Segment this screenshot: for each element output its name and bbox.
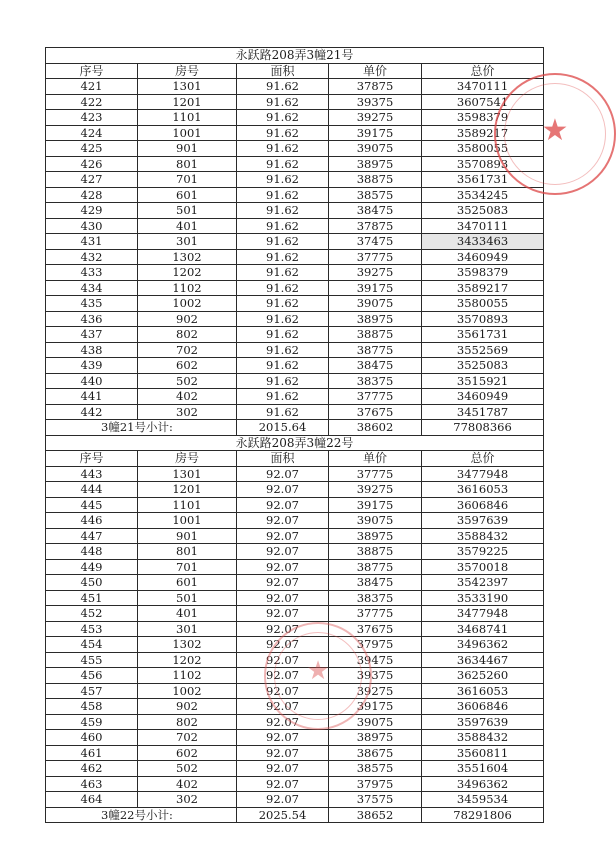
row-number-cell: 430 bbox=[46, 218, 138, 234]
row-number-cell: 439 bbox=[46, 358, 138, 374]
table-row bbox=[46, 575, 544, 591]
row-number-cell: 458 bbox=[46, 699, 138, 715]
table-row bbox=[46, 311, 544, 327]
table-row bbox=[46, 296, 544, 312]
table-row bbox=[46, 776, 544, 792]
row-number-cell: 457 bbox=[46, 683, 138, 699]
room-number-cell: 301 bbox=[138, 234, 237, 250]
total-price-cell: 3477948 bbox=[422, 606, 544, 622]
total-price-cell: 3588432 bbox=[422, 730, 544, 746]
room-number-cell: 402 bbox=[138, 389, 237, 405]
table-row bbox=[46, 497, 544, 513]
row-number-cell: 435 bbox=[46, 296, 138, 312]
area-cell: 92.07 bbox=[237, 544, 329, 560]
area-cell: 91.62 bbox=[237, 141, 329, 157]
unit-price-cell: 38475 bbox=[329, 203, 422, 219]
room-number-cell: 1002 bbox=[138, 296, 237, 312]
room-number-cell: 701 bbox=[138, 559, 237, 575]
header-row bbox=[46, 451, 544, 467]
total-price-cell: 3459534 bbox=[422, 792, 544, 808]
area-cell: 91.62 bbox=[237, 280, 329, 296]
total-price-cell: 3534245 bbox=[422, 187, 544, 203]
total-price-cell: 3470111 bbox=[422, 79, 544, 95]
subtotal-label: 3幢21号小计: bbox=[46, 420, 237, 436]
row-number-cell: 452 bbox=[46, 606, 138, 622]
row-number-cell: 425 bbox=[46, 141, 138, 157]
total-price-cell: 3460949 bbox=[422, 389, 544, 405]
total-price-cell: 3598379 bbox=[422, 265, 544, 281]
price-list-table bbox=[45, 47, 544, 823]
area-cell: 91.62 bbox=[237, 404, 329, 420]
table-row bbox=[46, 358, 544, 374]
unit-price-cell: 39275 bbox=[329, 110, 422, 126]
section-title: 永跃路208弄3幢22号 bbox=[46, 435, 544, 451]
unit-price-cell: 37975 bbox=[329, 776, 422, 792]
header-serial: 序号 bbox=[46, 451, 138, 467]
room-number-cell: 902 bbox=[138, 699, 237, 715]
area-cell: 92.07 bbox=[237, 513, 329, 529]
table-row bbox=[46, 792, 544, 808]
section-title: 永跃路208弄3幢21号 bbox=[46, 48, 544, 64]
room-number-cell: 1001 bbox=[138, 513, 237, 529]
room-number-cell: 302 bbox=[138, 404, 237, 420]
row-number-cell: 451 bbox=[46, 590, 138, 606]
room-number-cell: 801 bbox=[138, 544, 237, 560]
unit-price-cell: 39175 bbox=[329, 125, 422, 141]
table-row bbox=[46, 652, 544, 668]
total-price-cell: 3477948 bbox=[422, 466, 544, 482]
area-cell: 92.07 bbox=[237, 745, 329, 761]
table-row bbox=[46, 683, 544, 699]
room-number-cell: 1202 bbox=[138, 652, 237, 668]
total-price-cell: 3580055 bbox=[422, 296, 544, 312]
total-price-cell: 3551604 bbox=[422, 761, 544, 777]
total-price-cell: 3570893 bbox=[422, 311, 544, 327]
section-title-row bbox=[46, 48, 544, 64]
room-number-cell: 502 bbox=[138, 373, 237, 389]
header-serial: 序号 bbox=[46, 63, 138, 79]
header-area: 面积 bbox=[237, 451, 329, 467]
row-number-cell: 443 bbox=[46, 466, 138, 482]
total-price-cell: 3525083 bbox=[422, 358, 544, 374]
header-room: 房号 bbox=[138, 63, 237, 79]
room-number-cell: 601 bbox=[138, 187, 237, 203]
area-cell: 92.07 bbox=[237, 652, 329, 668]
room-number-cell: 901 bbox=[138, 141, 237, 157]
table-row bbox=[46, 621, 544, 637]
area-cell: 92.07 bbox=[237, 776, 329, 792]
row-number-cell: 449 bbox=[46, 559, 138, 575]
unit-price-cell: 38675 bbox=[329, 745, 422, 761]
room-number-cell: 1002 bbox=[138, 683, 237, 699]
table-row bbox=[46, 94, 544, 110]
total-price-cell: 3597639 bbox=[422, 513, 544, 529]
table-row bbox=[46, 218, 544, 234]
area-cell: 91.62 bbox=[237, 342, 329, 358]
unit-price-cell: 37775 bbox=[329, 606, 422, 622]
room-number-cell: 1302 bbox=[138, 249, 237, 265]
area-cell: 91.62 bbox=[237, 358, 329, 374]
room-number-cell: 1202 bbox=[138, 265, 237, 281]
area-cell: 92.07 bbox=[237, 714, 329, 730]
area-cell: 91.62 bbox=[237, 249, 329, 265]
row-number-cell: 460 bbox=[46, 730, 138, 746]
row-number-cell: 455 bbox=[46, 652, 138, 668]
row-number-cell: 437 bbox=[46, 327, 138, 343]
table-row bbox=[46, 714, 544, 730]
unit-price-cell: 37875 bbox=[329, 79, 422, 95]
table-row bbox=[46, 125, 544, 141]
total-price-cell: 3470111 bbox=[422, 218, 544, 234]
unit-price-cell: 39475 bbox=[329, 652, 422, 668]
row-number-cell: 446 bbox=[46, 513, 138, 529]
total-price-cell: 3580055 bbox=[422, 141, 544, 157]
row-number-cell: 436 bbox=[46, 311, 138, 327]
total-price-cell: 3561731 bbox=[422, 172, 544, 188]
area-cell: 92.07 bbox=[237, 792, 329, 808]
area-cell: 92.07 bbox=[237, 668, 329, 684]
room-number-cell: 501 bbox=[138, 590, 237, 606]
unit-price-cell: 38775 bbox=[329, 559, 422, 575]
table-row bbox=[46, 528, 544, 544]
table-row bbox=[46, 404, 544, 420]
total-price-cell: 3552569 bbox=[422, 342, 544, 358]
total-price-cell: 3542397 bbox=[422, 575, 544, 591]
row-number-cell: 434 bbox=[46, 280, 138, 296]
total-price-cell: 3588432 bbox=[422, 528, 544, 544]
area-cell: 92.07 bbox=[237, 683, 329, 699]
room-number-cell: 501 bbox=[138, 203, 237, 219]
row-number-cell: 440 bbox=[46, 373, 138, 389]
unit-price-cell: 38875 bbox=[329, 327, 422, 343]
table-row bbox=[46, 110, 544, 126]
unit-price-cell: 38475 bbox=[329, 575, 422, 591]
total-price-cell: 3625260 bbox=[422, 668, 544, 684]
unit-price-cell: 39075 bbox=[329, 513, 422, 529]
area-cell: 92.07 bbox=[237, 730, 329, 746]
table-row bbox=[46, 234, 544, 250]
unit-price-cell: 37575 bbox=[329, 792, 422, 808]
total-price-cell: 3634467 bbox=[422, 652, 544, 668]
unit-price-cell: 38975 bbox=[329, 156, 422, 172]
room-number-cell: 602 bbox=[138, 358, 237, 374]
total-price-cell: 3460949 bbox=[422, 249, 544, 265]
unit-price-cell: 39275 bbox=[329, 683, 422, 699]
header-area: 面积 bbox=[237, 63, 329, 79]
unit-price-cell: 37475 bbox=[329, 234, 422, 250]
seal-star-icon: ★ bbox=[541, 113, 569, 148]
table-row bbox=[46, 389, 544, 405]
table-row bbox=[46, 265, 544, 281]
table-row bbox=[46, 513, 544, 529]
area-cell: 92.07 bbox=[237, 497, 329, 513]
area-cell: 92.07 bbox=[237, 621, 329, 637]
row-number-cell: 426 bbox=[46, 156, 138, 172]
row-number-cell: 447 bbox=[46, 528, 138, 544]
total-price-cell: 3616053 bbox=[422, 683, 544, 699]
header-unit-price: 单价 bbox=[329, 451, 422, 467]
area-cell: 92.07 bbox=[237, 637, 329, 653]
unit-price-cell: 39375 bbox=[329, 668, 422, 684]
table-row bbox=[46, 141, 544, 157]
header-room: 房号 bbox=[138, 451, 237, 467]
area-cell: 92.07 bbox=[237, 606, 329, 622]
row-number-cell: 428 bbox=[46, 187, 138, 203]
subtotal-unit-price: 38602 bbox=[329, 420, 422, 436]
unit-price-cell: 38575 bbox=[329, 187, 422, 203]
table-row bbox=[46, 373, 544, 389]
area-cell: 91.62 bbox=[237, 125, 329, 141]
row-number-cell: 459 bbox=[46, 714, 138, 730]
table-row bbox=[46, 203, 544, 219]
header-row bbox=[46, 63, 544, 79]
room-number-cell: 502 bbox=[138, 761, 237, 777]
total-price-cell: 3570893 bbox=[422, 156, 544, 172]
total-price-cell: 3607541 bbox=[422, 94, 544, 110]
area-cell: 91.62 bbox=[237, 218, 329, 234]
area-cell: 91.62 bbox=[237, 373, 329, 389]
unit-price-cell: 38875 bbox=[329, 172, 422, 188]
subtotal-total: 77808366 bbox=[422, 420, 544, 436]
total-price-cell: 3468741 bbox=[422, 621, 544, 637]
unit-price-cell: 38975 bbox=[329, 528, 422, 544]
unit-price-cell: 38775 bbox=[329, 342, 422, 358]
room-number-cell: 1101 bbox=[138, 497, 237, 513]
row-number-cell: 445 bbox=[46, 497, 138, 513]
row-number-cell: 432 bbox=[46, 249, 138, 265]
table-row bbox=[46, 327, 544, 343]
unit-price-cell: 38975 bbox=[329, 730, 422, 746]
table-row bbox=[46, 156, 544, 172]
room-number-cell: 302 bbox=[138, 792, 237, 808]
room-number-cell: 1201 bbox=[138, 94, 237, 110]
row-number-cell: 464 bbox=[46, 792, 138, 808]
total-price-cell: 3570018 bbox=[422, 559, 544, 575]
table-row bbox=[46, 187, 544, 203]
total-price-cell: 3579225 bbox=[422, 544, 544, 560]
room-number-cell: 1101 bbox=[138, 110, 237, 126]
total-price-cell: 3560811 bbox=[422, 745, 544, 761]
row-number-cell: 442 bbox=[46, 404, 138, 420]
area-cell: 92.07 bbox=[237, 559, 329, 575]
total-price-cell: 3606846 bbox=[422, 497, 544, 513]
area-cell: 91.62 bbox=[237, 203, 329, 219]
area-cell: 91.62 bbox=[237, 79, 329, 95]
unit-price-cell: 39075 bbox=[329, 714, 422, 730]
total-price-cell: 3433463 bbox=[422, 234, 544, 250]
total-price-cell: 3589217 bbox=[422, 125, 544, 141]
header-total-price: 总价 bbox=[422, 451, 544, 467]
room-number-cell: 601 bbox=[138, 575, 237, 591]
row-number-cell: 454 bbox=[46, 637, 138, 653]
total-price-cell: 3515921 bbox=[422, 373, 544, 389]
row-number-cell: 429 bbox=[46, 203, 138, 219]
area-cell: 92.07 bbox=[237, 590, 329, 606]
room-number-cell: 401 bbox=[138, 218, 237, 234]
unit-price-cell: 39375 bbox=[329, 94, 422, 110]
row-number-cell: 461 bbox=[46, 745, 138, 761]
row-number-cell: 450 bbox=[46, 575, 138, 591]
unit-price-cell: 38475 bbox=[329, 358, 422, 374]
unit-price-cell: 39175 bbox=[329, 497, 422, 513]
subtotal-row bbox=[46, 807, 544, 823]
seal-star-icon: ★ bbox=[306, 656, 330, 686]
room-number-cell: 602 bbox=[138, 745, 237, 761]
table-row bbox=[46, 79, 544, 95]
room-number-cell: 1301 bbox=[138, 466, 237, 482]
area-cell: 91.62 bbox=[237, 265, 329, 281]
table-row bbox=[46, 637, 544, 653]
header-unit-price: 单价 bbox=[329, 63, 422, 79]
room-number-cell: 801 bbox=[138, 156, 237, 172]
area-cell: 92.07 bbox=[237, 699, 329, 715]
area-cell: 92.07 bbox=[237, 466, 329, 482]
table-row bbox=[46, 668, 544, 684]
area-cell: 92.07 bbox=[237, 761, 329, 777]
total-price-cell: 3451787 bbox=[422, 404, 544, 420]
area-cell: 92.07 bbox=[237, 528, 329, 544]
total-price-cell: 3589217 bbox=[422, 280, 544, 296]
row-number-cell: 433 bbox=[46, 265, 138, 281]
area-cell: 91.62 bbox=[237, 296, 329, 312]
unit-price-cell: 38375 bbox=[329, 373, 422, 389]
row-number-cell: 431 bbox=[46, 234, 138, 250]
row-number-cell: 424 bbox=[46, 125, 138, 141]
total-price-cell: 3597639 bbox=[422, 714, 544, 730]
room-number-cell: 1201 bbox=[138, 482, 237, 498]
unit-price-cell: 37875 bbox=[329, 218, 422, 234]
table-row bbox=[46, 761, 544, 777]
row-number-cell: 427 bbox=[46, 172, 138, 188]
room-number-cell: 702 bbox=[138, 342, 237, 358]
room-number-cell: 701 bbox=[138, 172, 237, 188]
area-cell: 91.62 bbox=[237, 172, 329, 188]
room-number-cell: 902 bbox=[138, 311, 237, 327]
room-number-cell: 901 bbox=[138, 528, 237, 544]
unit-price-cell: 39075 bbox=[329, 141, 422, 157]
table-row bbox=[46, 249, 544, 265]
table-row bbox=[46, 590, 544, 606]
subtotal-total: 78291806 bbox=[422, 807, 544, 823]
area-cell: 91.62 bbox=[237, 234, 329, 250]
unit-price-cell: 38875 bbox=[329, 544, 422, 560]
row-number-cell: 421 bbox=[46, 79, 138, 95]
total-price-cell: 3606846 bbox=[422, 699, 544, 715]
room-number-cell: 1102 bbox=[138, 668, 237, 684]
table-row bbox=[46, 559, 544, 575]
unit-price-cell: 38975 bbox=[329, 311, 422, 327]
table-row bbox=[46, 606, 544, 622]
subtotal-unit-price: 38652 bbox=[329, 807, 422, 823]
room-number-cell: 1102 bbox=[138, 280, 237, 296]
table-row bbox=[46, 544, 544, 560]
section-title-row bbox=[46, 435, 544, 451]
room-number-cell: 1301 bbox=[138, 79, 237, 95]
room-number-cell: 702 bbox=[138, 730, 237, 746]
table-row bbox=[46, 172, 544, 188]
row-number-cell: 453 bbox=[46, 621, 138, 637]
unit-price-cell: 37975 bbox=[329, 637, 422, 653]
unit-price-cell: 37775 bbox=[329, 249, 422, 265]
table-row bbox=[46, 280, 544, 296]
total-price-cell: 3561731 bbox=[422, 327, 544, 343]
total-price-cell: 3598379 bbox=[422, 110, 544, 126]
room-number-cell: 402 bbox=[138, 776, 237, 792]
unit-price-cell: 37675 bbox=[329, 621, 422, 637]
total-price-cell: 3496362 bbox=[422, 776, 544, 792]
unit-price-cell: 39275 bbox=[329, 482, 422, 498]
unit-price-cell: 37675 bbox=[329, 404, 422, 420]
room-number-cell: 301 bbox=[138, 621, 237, 637]
row-number-cell: 463 bbox=[46, 776, 138, 792]
area-cell: 91.62 bbox=[237, 389, 329, 405]
subtotal-area: 2015.64 bbox=[237, 420, 329, 436]
subtotal-row bbox=[46, 420, 544, 436]
total-price-cell: 3533190 bbox=[422, 590, 544, 606]
unit-price-cell: 38375 bbox=[329, 590, 422, 606]
room-number-cell: 802 bbox=[138, 714, 237, 730]
unit-price-cell: 39075 bbox=[329, 296, 422, 312]
area-cell: 91.62 bbox=[237, 110, 329, 126]
unit-price-cell: 39175 bbox=[329, 280, 422, 296]
unit-price-cell: 39275 bbox=[329, 265, 422, 281]
header-total-price: 总价 bbox=[422, 63, 544, 79]
row-number-cell: 423 bbox=[46, 110, 138, 126]
subtotal-area: 2025.54 bbox=[237, 807, 329, 823]
area-cell: 91.62 bbox=[237, 311, 329, 327]
area-cell: 92.07 bbox=[237, 575, 329, 591]
row-number-cell: 438 bbox=[46, 342, 138, 358]
total-price-cell: 3525083 bbox=[422, 203, 544, 219]
area-cell: 92.07 bbox=[237, 482, 329, 498]
row-number-cell: 422 bbox=[46, 94, 138, 110]
row-number-cell: 441 bbox=[46, 389, 138, 405]
total-price-cell: 3616053 bbox=[422, 482, 544, 498]
room-number-cell: 401 bbox=[138, 606, 237, 622]
unit-price-cell: 39175 bbox=[329, 699, 422, 715]
row-number-cell: 444 bbox=[46, 482, 138, 498]
table-row bbox=[46, 466, 544, 482]
total-price-cell: 3496362 bbox=[422, 637, 544, 653]
room-number-cell: 802 bbox=[138, 327, 237, 343]
area-cell: 91.62 bbox=[237, 156, 329, 172]
unit-price-cell: 38575 bbox=[329, 761, 422, 777]
area-cell: 91.62 bbox=[237, 327, 329, 343]
unit-price-cell: 37775 bbox=[329, 466, 422, 482]
table-row bbox=[46, 482, 544, 498]
row-number-cell: 456 bbox=[46, 668, 138, 684]
table-row bbox=[46, 730, 544, 746]
table-row bbox=[46, 699, 544, 715]
table-row bbox=[46, 342, 544, 358]
area-cell: 91.62 bbox=[237, 94, 329, 110]
row-number-cell: 462 bbox=[46, 761, 138, 777]
room-number-cell: 1302 bbox=[138, 637, 237, 653]
subtotal-label: 3幢22号小计: bbox=[46, 807, 237, 823]
unit-price-cell: 37775 bbox=[329, 389, 422, 405]
room-number-cell: 1001 bbox=[138, 125, 237, 141]
table-row bbox=[46, 745, 544, 761]
area-cell: 91.62 bbox=[237, 187, 329, 203]
row-number-cell: 448 bbox=[46, 544, 138, 560]
